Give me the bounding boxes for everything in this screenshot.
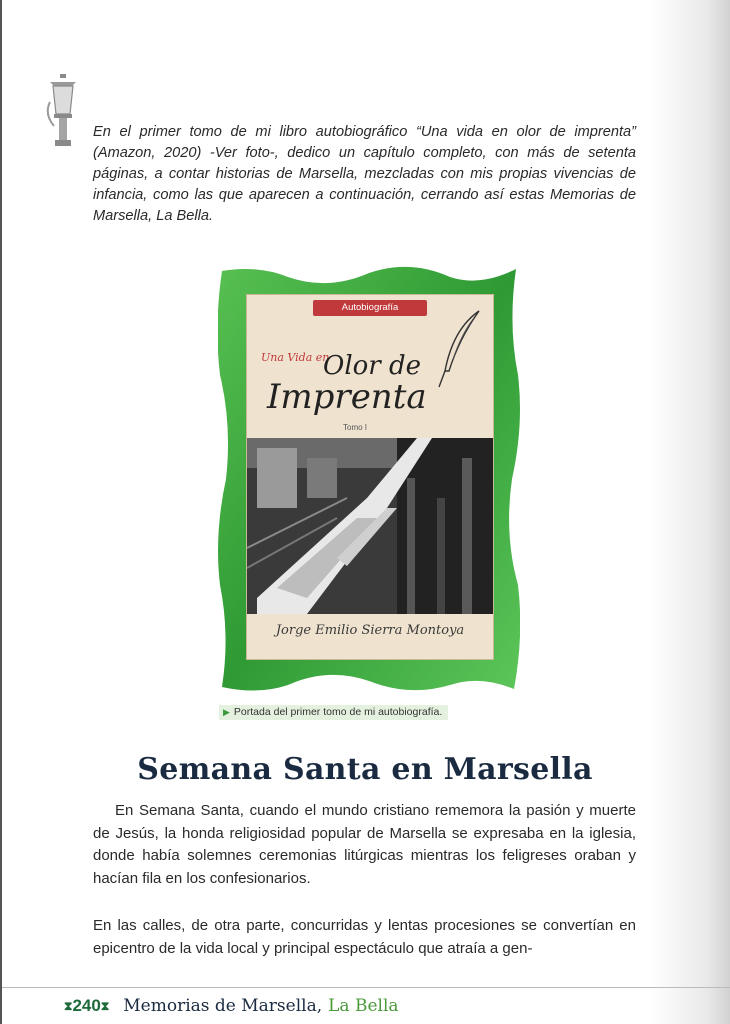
printing-press-photo [247, 438, 493, 614]
cover-title-line1: Olor de [323, 351, 422, 381]
intro-paragraph: En el primer tomo de mi libro autobiográfico “Una vida en olor de imprenta” (Amazon, 2020) -Ver foto-, dedico un capítulo completo, con más de setenta páginas, a contar historias de Marsella, mezcladas con mis propias vivencias de infancia, como las que aparecen a continuación, cerrando así estas Memorias de Marsella, La Bella. [93, 124, 636, 224]
cover-author: Jorge Emilio Sierra Montoya [275, 623, 465, 638]
page-fold-shadow [650, 0, 730, 1024]
footer-book-title: Memorias de Marsella, [123, 996, 323, 1016]
caption-arrow-icon: ▶ [223, 707, 230, 717]
cover-badge: Autobiografía [313, 300, 427, 316]
cover-title-line2: Imprenta [267, 377, 427, 417]
page-number: 240 [72, 996, 101, 1015]
footer-book-title-accent: La Bella [328, 996, 399, 1016]
street-lamp-icon [46, 74, 80, 154]
book-cover [246, 294, 494, 660]
footer-rule [2, 987, 730, 988]
section-heading: Semana Santa en Marsella [137, 752, 593, 787]
footer-ornament-left-icon: ⧗ [64, 998, 73, 1013]
caption-text: Portada del primer tomo de mi autobiografía. [233, 706, 443, 718]
cover-volume: Tomo I [343, 423, 368, 432]
page-left-edge [0, 0, 2, 1024]
cover-subtitle: Una Vida en [261, 351, 330, 364]
figure-caption [219, 705, 448, 720]
body-paragraph-2: En las calles, de otra parte, concurridas y lentas procesiones se convertían en epicentro de la vida local y principal espectáculo que atraía a gen- [93, 917, 636, 957]
quill-icon [433, 309, 483, 389]
footer-ornament-right-icon: ⧗ [100, 998, 110, 1013]
body-paragraph-1: En Semana Santa, cuando el mundo cristiano rememora la pasión y muerte de Jesús, la honda religiosidad popular de Marsella se expresaba en la iglesia, donde había solemnes ceremonias litúrgicas mientras los feligreses oraban y hacían fila en los confesionarios. [93, 802, 636, 887]
page-footer [64, 993, 399, 1019]
